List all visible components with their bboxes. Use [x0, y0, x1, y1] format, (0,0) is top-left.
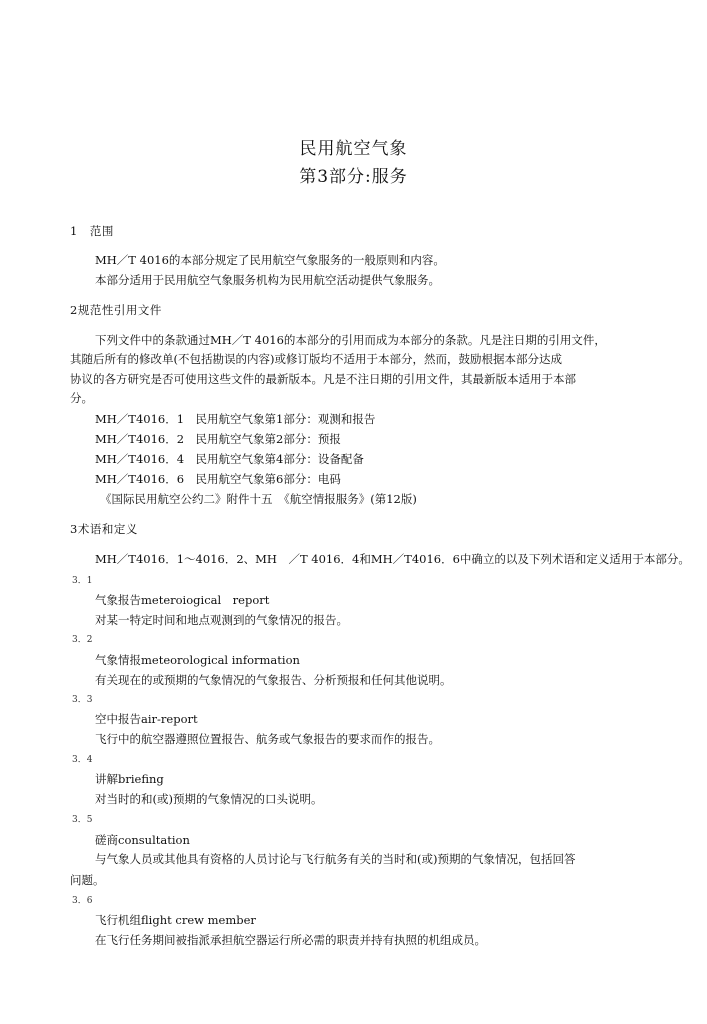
reference-item: 《国际民用航空公约二》附件十五 《航空情报服务》(第12版): [100, 492, 417, 506]
term-title: 空中报告air-report: [95, 712, 198, 726]
reference-item: MH／T4016．4 民用航空气象第4部分：设备配备: [95, 452, 364, 466]
term-number: 3．3: [72, 695, 93, 705]
reference-item: MH／T4016．2 民用航空气象第2部分：预报: [95, 432, 341, 446]
term-definition: 对当时的和(或)预期的气象情况的口头说明。: [95, 792, 323, 806]
term-number: 3．2: [72, 635, 93, 645]
term-number: 3．6: [72, 896, 93, 906]
term-definition: 在飞行任务期间被指派承担航空器运行所必需的职责并持有执照的机组成员。: [95, 933, 486, 947]
section-2-paragraph-line: 下列文件中的条款通过MH／T 4016的本部分的引用而成为本部分的条款。凡是注日期的引用文件，: [95, 333, 606, 347]
section-2-paragraph-line: 分。: [70, 391, 93, 405]
section-2-paragraph-line: 其随后所有的修改单(不包括勘误的内容)或修订版均不适用于本部分，然而，鼓励根据本部分达成: [70, 352, 562, 366]
section-1-paragraph: MH／T 4016的本部分规定了民用航空气象服务的一般原则和内容。: [95, 253, 445, 267]
term-title: 气象报告meteroiogical report: [95, 593, 270, 607]
term-number: 3．1: [72, 576, 93, 586]
section-3-heading: 3术语和定义: [70, 522, 138, 536]
term-definition: 飞行中的航空器遵照位置报告、航务或气象报告的要求而作的报告。: [95, 732, 440, 746]
term-title: 讲解briefing: [95, 772, 164, 786]
section-1-heading: 1 范围: [70, 224, 114, 238]
reference-item: MH／T4016．1 民用航空气象第1部分：观测和报告: [95, 412, 376, 426]
term-definition: 问题。: [70, 873, 105, 887]
term-title: 飞行机组flight crew member: [95, 913, 256, 927]
term-title: 磋商consultation: [95, 833, 190, 847]
term-definition: 有关现在的或预期的气象情况的气象报告、分析预报和任何其他说明。: [95, 673, 452, 687]
document-title: 民用航空气象: [299, 139, 408, 159]
term-number: 3．5: [72, 815, 93, 825]
term-definition: 对某一特定时间和地点观测到的气象情况的报告。: [95, 613, 348, 627]
reference-item: MH／T4016．6 民用航空气象第6部分：电码: [95, 472, 341, 486]
section-2-paragraph-line: 协议的各方研究是否可使用这些文件的最新版本。凡是不注日期的引用文件，其最新版本适用于本部: [70, 372, 576, 386]
document-subtitle: 第3部分:服务: [299, 167, 408, 187]
section-3-intro: MH／T4016．1～4016．2、MH ／T 4016．4和MH／T4016．6中确立的以及下列术语和定义适用于本部分。: [95, 552, 690, 566]
term-definition: 与气象人员或其他具有资格的人员讨论与飞行航务有关的当时和(或)预期的气象情况，包括回答: [95, 852, 576, 866]
term-title: 气象情报meteorological information: [95, 653, 300, 667]
section-2-heading: 2规范性引用文件: [70, 303, 162, 317]
section-1-paragraph: 本部分适用于民用航空气象服务机构为民用航空活动提供气象服务。: [95, 273, 440, 287]
term-number: 3．4: [72, 755, 93, 765]
